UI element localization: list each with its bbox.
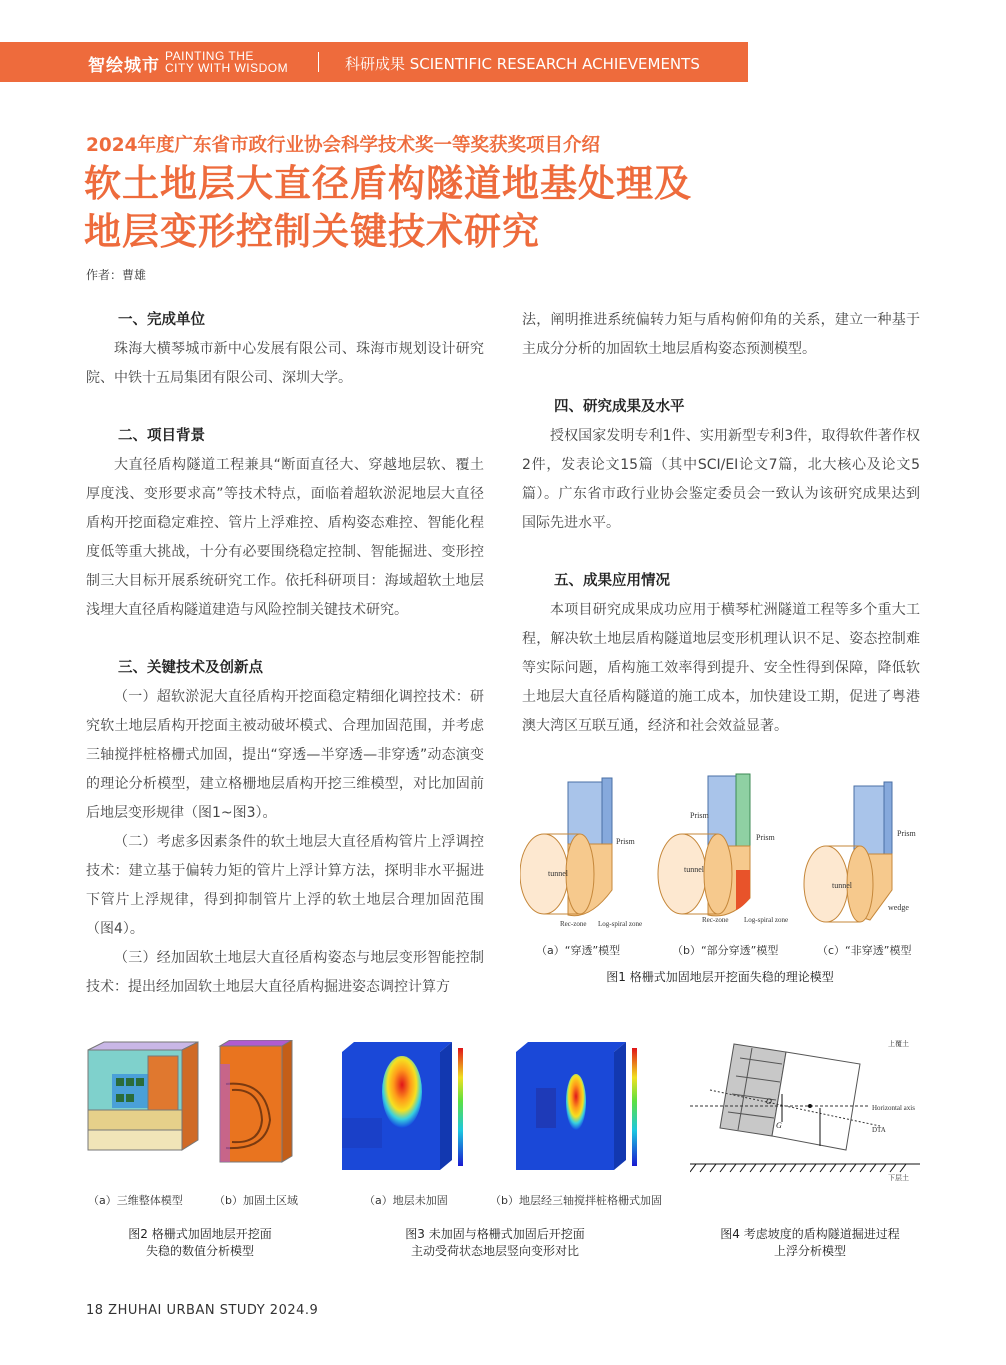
section-heading-4: 四、研究成果及水平 xyxy=(554,399,685,415)
section-name: 科研成果 SCIENTIFIC RESEARCH ACHIEVEMENTS xyxy=(345,55,700,73)
figure-1-diagrams xyxy=(520,770,920,930)
fig1-label-prism-a: Prism xyxy=(616,837,635,846)
fig1-label-logspiral-a: Log-spiral zone xyxy=(598,920,643,928)
section-3-paragraph-3: （三）经加固软土地层大直径盾构姿态与地层变形智能控制技术：提出经加固软土地层大直径盾构掘进姿态调控计算方 xyxy=(86,950,484,995)
model-penetrating xyxy=(520,778,612,916)
fig2-caption-b: （b）加固土区域 xyxy=(214,1194,298,1207)
fig1-label-prism-b2: Prism xyxy=(756,833,775,842)
reinforced-zone-model xyxy=(220,1040,292,1162)
page-footer: 18 ZHUHAI URBAN STUDY 2024.9 xyxy=(86,1303,319,1318)
colorbar-b xyxy=(632,1048,637,1166)
section-1-paragraph: 珠海大横琴城市新中心发展有限公司、珠海市规划设计研究院、中铁十五局集团有限公司、深圳大学。 xyxy=(86,341,484,386)
fig3-title xyxy=(380,1226,610,1260)
section-5-paragraph: 本项目研究成果成功应用于横琴杧洲隧道工程等多个重大工程，解决软土地层盾构隧道地层变形机理认识不足、姿态控制难等实际问题，盾构施工效率得到提升、安全性得到保障，降低软土地层大直径盾构隧道的施工成本，加快建设工期，促进了粤港澳大湾区互联互通，经济和社会效益显著。 xyxy=(522,602,920,734)
fig1-label-tunnel-c: tunnel xyxy=(832,881,852,890)
fig4-label-g: G xyxy=(776,1121,782,1130)
model-partial-penetrating xyxy=(658,774,750,916)
section-heading-5: 五、成果应用情况 xyxy=(554,573,670,589)
article-title xyxy=(84,160,692,256)
fig3-caption-b: （b）地层经三轴搅拌桩格栅式加固 xyxy=(490,1194,662,1207)
fig1-caption-b: （b）“部分穿透”模型 xyxy=(672,944,779,957)
fig4-label-dta: DTA xyxy=(872,1126,886,1134)
fig1-label-reczone-a: Rec-zone xyxy=(560,920,587,928)
magazine-tagline xyxy=(165,50,288,74)
header-band xyxy=(0,42,748,82)
contour-unreinforced xyxy=(342,1042,452,1170)
section-3-paragraph-3-continued: 法，阐明推进系统偏转力矩与盾构俯仰角的关系，建立一种基于主成分分析的加固软土地层盾构姿态预测模型。 xyxy=(522,312,920,357)
fig1-label-logspiral-b: Log-spiral zone xyxy=(744,916,789,924)
fig4-label-o: O xyxy=(766,1097,772,1106)
fig1-label-wedge: wedge xyxy=(888,903,909,912)
numerical-model-3d xyxy=(88,1042,198,1150)
fig4-title-line-2: 上浮分析模型 xyxy=(773,1244,846,1258)
header-divider xyxy=(318,52,319,72)
figure-2-models xyxy=(86,1040,296,1170)
fig1-label-reczone-b: Rec-zone xyxy=(702,916,729,924)
title-line-2: 地层变形控制关键技术研究 xyxy=(84,210,540,253)
fig2-caption-a: （a）三维整体模型 xyxy=(88,1194,183,1207)
section-4-paragraph: 授权国家发明专利1件、实用新型专利3件，取得软件著作权2件，发表论文15篇（其中SCI/EI论文7篇，北大核心及论文5篇）。广东省市政行业协会鉴定委员会一致认为该研究成果达到国际先进水平。 xyxy=(522,428,920,531)
fig2-title xyxy=(100,1226,300,1260)
author-line: 作者：曹雄 xyxy=(86,268,147,282)
figure-3-contours xyxy=(340,1040,660,1175)
section-heading-2: 二、项目背景 xyxy=(118,428,205,444)
fig2-title-line-1: 图2 格栅式加固地层开挖面 xyxy=(128,1227,272,1241)
fig4-label-top-soil: 上覆土 xyxy=(888,1040,909,1048)
fig3-title-line-1: 图3 未加固与格栅式加固后开挖面 xyxy=(405,1227,585,1241)
tagline-line-2: CITY WITH WISDOM xyxy=(165,61,289,75)
section-heading-3: 三、关键技术及创新点 xyxy=(118,660,263,676)
article-kicker: 2024年度广东省市政行业协会科学技术奖一等奖获奖项目介绍 xyxy=(86,135,600,156)
right-column xyxy=(522,306,920,741)
fig1-label-tunnel-a: tunnel xyxy=(548,869,568,878)
title-line-1: 软土地层大直径盾构隧道地基处理及 xyxy=(84,162,692,205)
fig3-caption-a: （a）地层未加固 xyxy=(364,1194,448,1207)
fig1-caption-a: （a）“穿透”模型 xyxy=(536,944,621,957)
section-2-paragraph: 大直径盾构隧道工程兼具“断面直径大、穿越地层软、覆土厚度浅、变形要求高”等技术特点，面临着超软淤泥地层大直径盾构开挖面稳定难控、管片上浮难控、盾构姿态难控、智能化程度低等重大挑战，十分有必要围绕稳定控制、智能掘进、变形控制三大目标开展系统研究工作。依托科研项目：海域超软土地层浅埋大直径盾构隧道建造与风险控制关键技术研究。 xyxy=(86,457,484,618)
fig4-title-line-1: 图4 考虑坡度的盾构隧道掘进过程 xyxy=(720,1227,900,1241)
fig1-label-prism-b1: Prism xyxy=(690,811,709,820)
fig4-title xyxy=(705,1226,915,1260)
model-non-penetrating xyxy=(804,782,892,922)
figure-4-uplift-model xyxy=(690,1034,920,1184)
fig1-label-tunnel-b: tunnel xyxy=(684,865,704,874)
contour-reinforced xyxy=(516,1042,626,1170)
fig4-label-bottom-soil: 下层土 xyxy=(888,1174,909,1182)
fig1-caption-c: （c）“非穿透”模型 xyxy=(817,944,912,957)
tagline-line-1: PAINTING THE xyxy=(165,49,254,63)
left-column xyxy=(86,306,484,1002)
section-3-paragraph-1: （一）超软淤泥大直径盾构开挖面稳定精细化调控技术：研究软土地层盾构开挖面主被动破坏模式、合理加固范围，并考虑三轴搅拌桩格栅式加固，提出“穿透—半穿透—非穿透”动态演变的理论分析模型，建立格栅地层盾构开挖三维模型，对比加固前后地层变形规律（图1~图3）。 xyxy=(86,689,484,821)
fig1-label-prism-c: Prism xyxy=(897,829,916,838)
fig3-title-line-2: 主动受荷状态地层竖向变形对比 xyxy=(410,1244,579,1258)
magazine-brand: 智绘城市 xyxy=(88,56,160,76)
fig2-title-line-2: 失稳的数值分析模型 xyxy=(145,1244,254,1258)
section-3-paragraph-2: （二）考虑多因素条件的软土地层大直径盾构管片上浮调控技术：建立基于偏转力矩的管片上浮计算方法，探明非水平掘进下管片上浮规律，得到抑制管片上浮的软土地层合理加固范围（图4）。 xyxy=(86,834,484,937)
section-heading-1: 一、完成单位 xyxy=(118,312,205,328)
fig1-title: 图1 格栅式加固地层开挖面失稳的理论模型 xyxy=(606,970,834,984)
fig4-label-horizontal-axis: Horizontal axis xyxy=(872,1104,915,1112)
colorbar-a xyxy=(458,1048,463,1166)
